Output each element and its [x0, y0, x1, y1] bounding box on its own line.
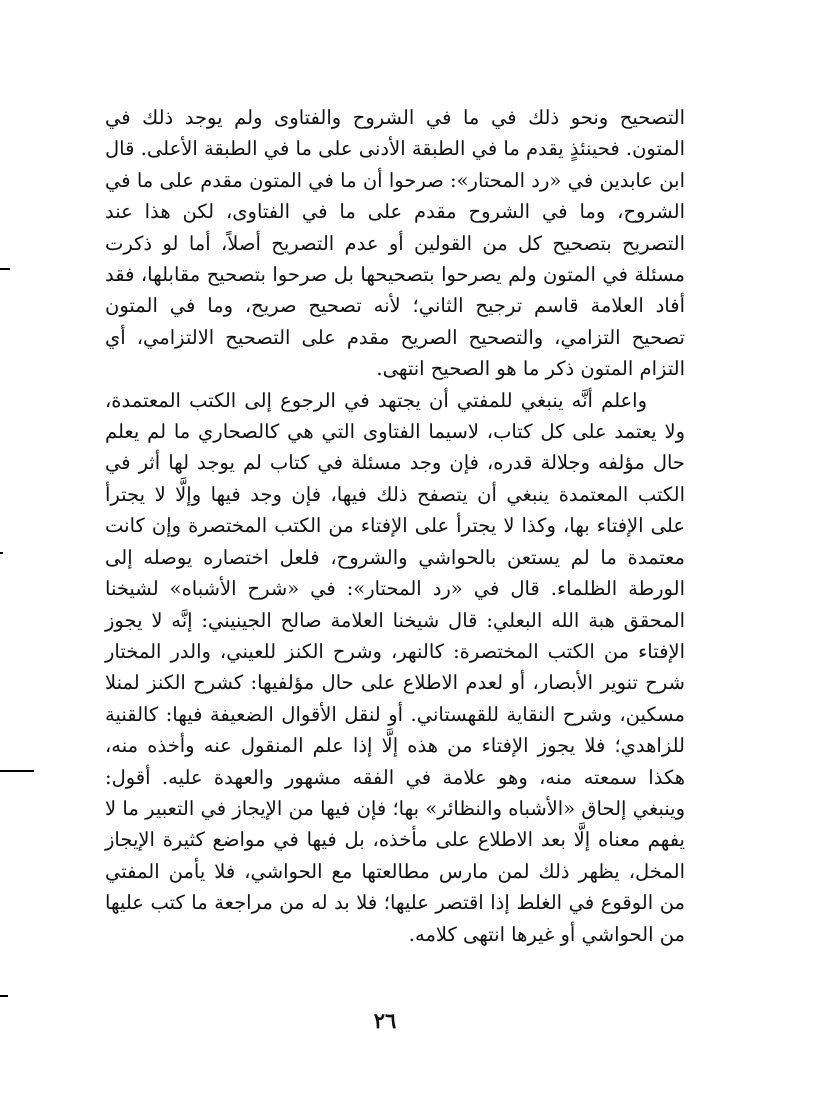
- margin-mark: [0, 268, 10, 270]
- paragraph-2: واعلم أنَّه ينبغي للمفتي أن يجتهد في الرجوع إلى الكتب المعتمدة، ولا يعتمد على كل كتاب، لاسيما الفتاوى التي هي كالصحاري ما لم يعلم حال مؤلفه وجلالة قدره، فإن وجد مسئلة في كتاب لم يوجد لها أثر في الكتب المعتمدة ينبغي أن يتصفح ذلك فيها، فإن وجد فيها وإلَّا لا يجترأ على الإفتاء بها، وكذا لا يجترأ على الإفتاء من الكتب المختصرة وإن كانت معتمدة ما لم يستعن بالحواشي والشروح، فلعل اختصاره يوصله إلى الورطة الظلماء. قال في «رد المحتار»: في «شرح الأشباه» لشيخنا المحقق هبة الله البعلي: قال شيخنا العلامة صالح الجينيني: إنَّه لا يجوز الإفتاء من الكتب المختصرة: كالنهر، وشرح الكنز للعيني، والدر المختار شرح تنوير الأبصار، أو لعدم الاطلاع على حال مؤلفيها: كشرح الكنز لمنلا مسكين، وشرح النقاية للقهستاني. أو لنقل الأقوال الضعيفة فيها: كالقنية للزاهدي؛ فلا يجوز الإفتاء من هذه إلَّا إذا علم المنقول عنه وأخذه منه، هكذا سمعته منه، وهو علامة في الفقه مشهور والعهدة عليه. أقول: وينبغي إلحاق «الأشباه والنظائر» بها؛ فإن فيها من الإيجاز في التعبير ما لا يفهم معناه إلَّا بعد الاطلاع على مأخذه، بل فيها في مواضع كثيرة الإيجاز المخل، يظهر ذلك لمن مارس مطالعتها مع الحواشي، فلا يأمن المفتي من الوقوع في الغلط إذا اقتصر عليها؛ فلا بد له من مراجعة ما كتب عليها من الحواشي أو غيرها انتهى كلامه.: [105, 388, 685, 946]
- body-text: [105, 102, 685, 950]
- page-number: ٢٦: [373, 1008, 397, 1033]
- margin-mark: [0, 552, 3, 554]
- margin-mark: [0, 995, 8, 997]
- margin-mark: [0, 770, 34, 772]
- paragraph-1: التصحيح ونحو ذلك في ما في الشروح والفتاوى ولم يوجد ذلك في المتون. فحينئذٍ يقدم ما في الطبقة الأدنى على ما في الطبقة الأعلى. قال ابن عابدين في «رد المحتار»: صرحوا أن ما في المتون مقدم على ما في الشروح، وما في الشروح مقدم على ما في الفتاوى، لكن هذا عند التصريح بتصحيح كل من القولين أو عدم التصريح أصلاً، أما لو ذكرت مسئلة في المتون ولم يصرحوا بتصحيحها بل صرحوا بتصحيح مقابلها، فقد أفاد العلامة قاسم ترجيح الثاني؛ لأنه تصحيح صريح، وما في المتون تصحيح التزامي، والتصحيح الصريح مقدم على التصحيح الالتزامي، أي التزام المتون ذكر ما هو الصحيح انتهى.: [105, 106, 685, 381]
